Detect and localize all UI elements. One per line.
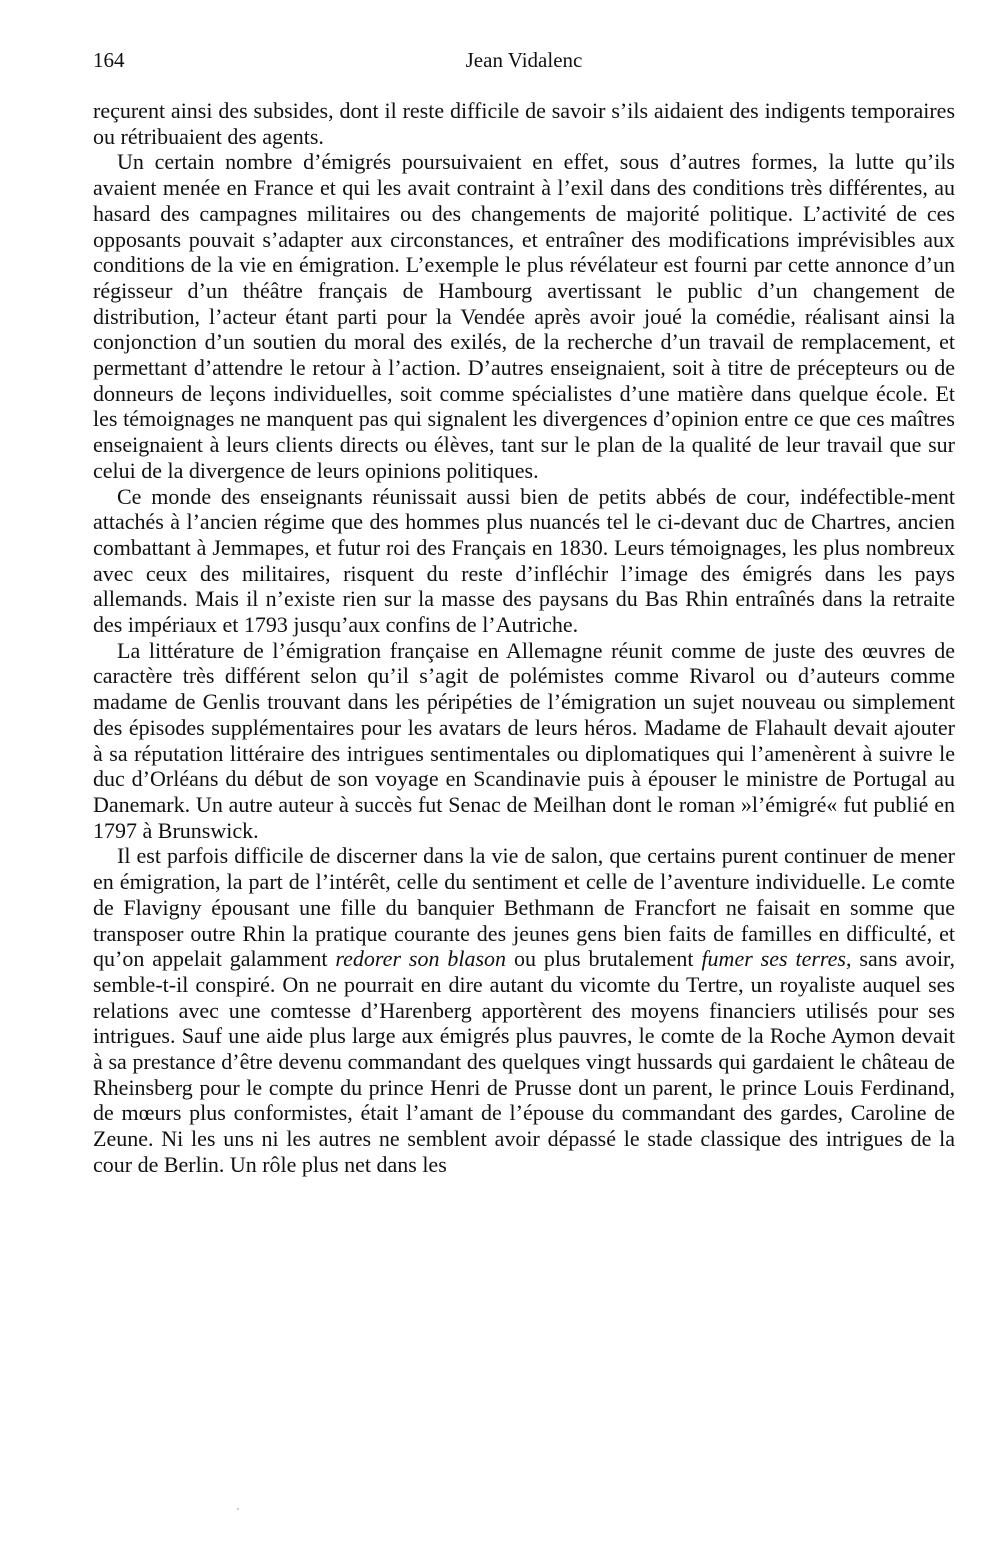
scan-speck — [237, 1508, 239, 1510]
paragraph-text: Il est parfois difficile de discerner dans la vie de salon, que certains purent continuer de mener en émigration, la part de l’intérêt, celle du sentiment et celle de l’aventure individuelle. Le comte de Flavigny épousant une fille du banquier Bethmann de Francfort ne faisait en somme que transposer outre Rhin la pratique courante des jeunes gens bien faits de familles en difficulté, et qu’on appelait galamment — [93, 843, 955, 972]
paragraph: Ce monde des enseignants réunissait aussi bien de petits abbés de cour, indéfectible-ment attachés à l’ancien régime que des hommes plus nuancés tel le ci-devant duc de Chartres, ancien combattant à Jemmapes, et futur roi des Français en 1830. Leurs témoignages, les plus nombreux avec ceux des militaires, risquent du reste d’infléchir l’image des émigrés dans les pays allemands. Mais il n’existe rien sur la masse des paysans du Bas Rhin entraînés dans la retraite des impériaux et 1793 jusqu’aux confins de l’Autriche. — [93, 483, 955, 638]
body-text — [93, 98, 955, 1178]
page — [93, 40, 955, 1178]
paragraph: La littérature de l’émigration française en Allemagne réunit comme de juste des œuvres de caractère très différent selon qu’il s’agit de polémistes comme Rivarol ou d’auteurs comme madame de Genlis trouvant dans les péripéties de l’émigration un sujet nouveau ou simplement des épisodes supplémentaires pour les avatars de leurs héros. Madame de Flahault devait ajouter à sa réputation littéraire des intrigues sentimentales ou diplomatiques qui l’amenèrent à suivre le duc d’Orléans du début de son voyage en Scandinavie puis à épouser le ministre de Portugal au Danemark. Un autre auteur à succès fut Senac de Meilhan dont le roman »l’émigré« fut publié en 1797 à Brunswick. — [93, 637, 955, 843]
paragraph-text: ou plus brutalement — [506, 946, 702, 972]
italic-phrase: fumer ses terres — [701, 946, 846, 972]
paragraph: Un certain nombre d’émigrés poursuivaient en effet, sous d’autres formes, la lutte qu’ils avaient menée en France et qui les avait contraint à l’exil dans des conditions très différentes, au hasard des campagnes militaires ou des changements de majorité politique. L’activité de ces opposants pouvait s’adapter aux circonstances, et entraîner des modifications imprévisibles aux conditions de la vie en émigration. L’exemple le plus révélateur est fourni par cette annonce d’un régisseur d’un théâtre français de Hambourg avertissant le public d’un changement de distribution, l’acteur étant parti pour la Vendée après avoir joué la comédie, réalisant ainsi la conjonction d’un soutien du moral des exilés, de la recherche d’un travail de remplacement, et permettant d’attendre le retour à l’action. D’autres enseignaient, soit à titre de précepteurs ou de donneurs de leçons individuelles, soit comme spécialistes d’une matière dans quelque école. Et les témoignages ne manquent pas qui signalent les divergences d’opinion entre ce que ces maîtres enseignaient à leurs clients directs ou élèves, tant sur le plan de la qualité de leur travail que sur celui de la divergence de leurs opinions politiques. — [93, 149, 955, 483]
running-head — [93, 40, 955, 80]
paragraph-continued: reçurent ainsi des subsides, dont il reste difficile de savoir s’ils aidaient des indigents temporaires ou rétribuaient des agents. — [93, 98, 955, 149]
paragraph — [93, 843, 955, 1177]
italic-phrase: redorer son blason — [335, 946, 507, 972]
paragraph-text: , sans avoir, semble-t-il conspiré. On ne pourrait en dire autant du vicomte du Tertre, un royaliste auquel ses relations avec une comtesse d’Harenberg apportèrent des moyens financiers utilisés pour ses intrigues. Sauf une aide plus large aux émigrés plus pauvres, le comte de la Roche Aymon devait à sa prestance d’être devenu commandant des quelques vingt hussards qui gardaient le château de Rheinsberg pour le compte du prince Henri de Prusse dont un parent, le prince Louis Ferdinand, de mœurs plus conformistes, était l’amant de l’épouse du commandant des gardes, Caroline de Zeune. Ni les uns ni les autres ne semblent avoir dépassé le stade classique des intrigues de la cour de Berlin. Un rôle plus net dans les — [93, 946, 956, 1177]
page-number: 164 — [93, 48, 125, 72]
running-head-author: Jean Vidalenc — [465, 48, 583, 72]
